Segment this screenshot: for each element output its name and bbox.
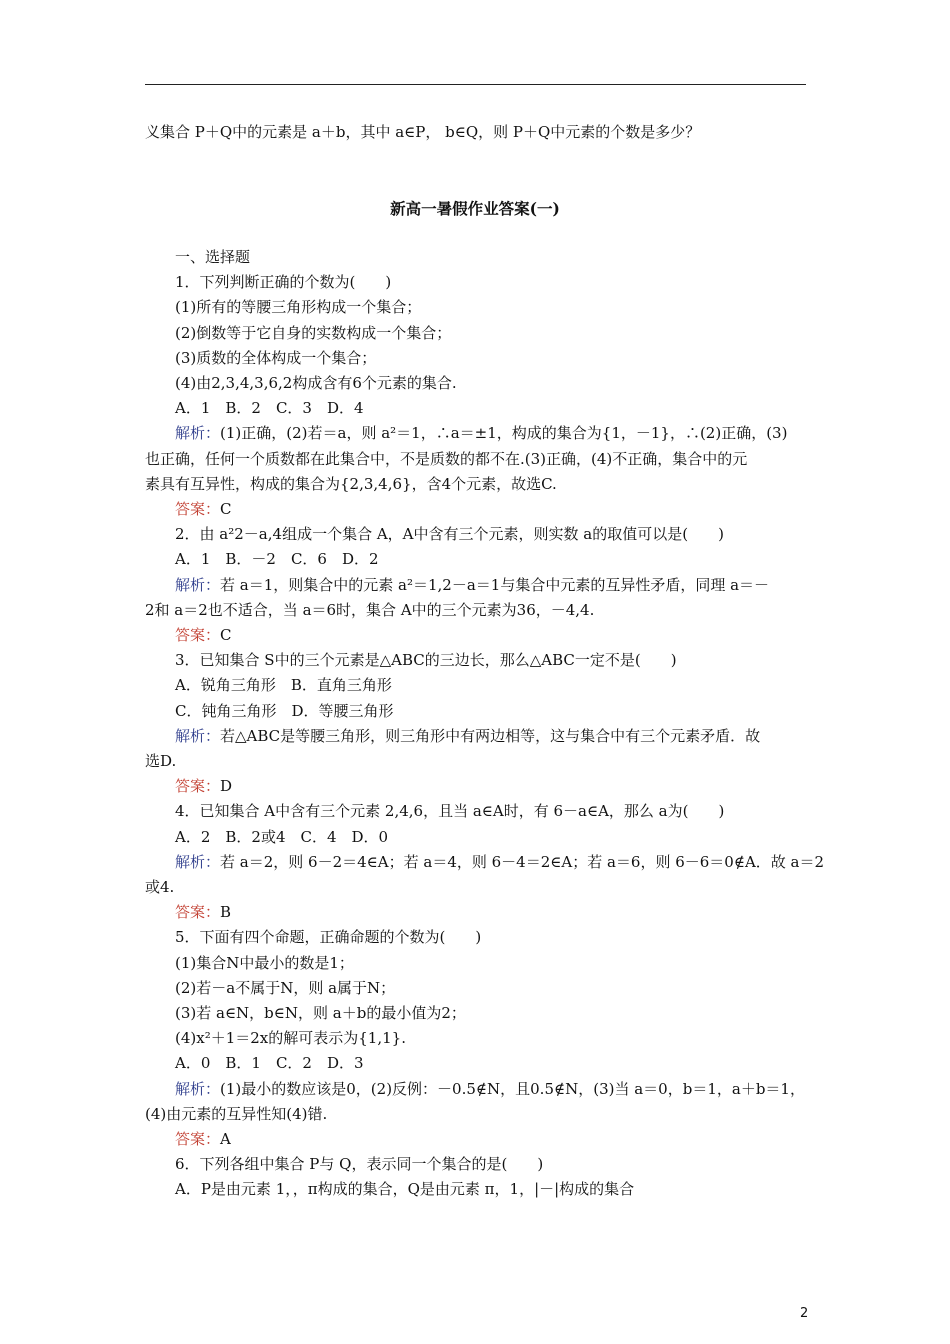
body-line: [145, 801, 724, 821]
answer-label: 答案：: [175, 903, 221, 922]
body-line: [145, 474, 557, 494]
body-line: [145, 449, 747, 469]
answer-label: 答案：: [175, 777, 221, 796]
line-text: 5．下面有四个命题，正确命题的个数为( ): [175, 928, 482, 947]
line-text: C: [220, 626, 232, 644]
line-text: (3)质数的全体构成一个集合；: [175, 348, 377, 367]
line-text: 一、选择题: [175, 248, 251, 266]
line-text: (2)若－a不属于N，则 a属于N；: [175, 978, 396, 997]
body-line: [145, 600, 594, 620]
analysis-label: 解析：: [175, 852, 221, 871]
body-line: [145, 373, 457, 393]
line-text: (4)由2,3,4,3,6,2构成含有6个元素的集合.: [175, 374, 457, 392]
line-text: A．P是由元素 1，，π构成的集合，Q是由元素 π，1，|－|构成的集合: [175, 1180, 635, 1199]
body-line: [145, 625, 232, 645]
body-line: [145, 877, 174, 897]
body-line: [145, 650, 677, 670]
line-text: A．2 B．2或4 C．4 D．0: [175, 827, 389, 846]
line-text: 2．由 a²2－a,4组成一个集合 A，A中含有三个元素，则实数 a的取值可以是( ): [175, 525, 724, 544]
analysis-label: 解析：: [175, 726, 221, 745]
line-text: (1)所有的等腰三角形构成一个集合；: [175, 298, 422, 317]
body-line: [145, 398, 364, 418]
body-line: [145, 348, 376, 368]
body-line: [145, 726, 760, 746]
line-text: 或4.: [145, 878, 175, 896]
page-number: 2: [800, 1306, 809, 1321]
body-line: [145, 1028, 406, 1048]
answer-label: 答案：: [175, 500, 221, 518]
line-text: 3．已知集合 S中的三个元素是△ABC的三边长，那么△ABC一定不是( ): [175, 651, 677, 670]
section-title: 新高一暑假作业答案(一): [390, 199, 560, 218]
body-line: [145, 247, 250, 267]
body-line: [145, 272, 391, 292]
body-line: [145, 524, 724, 544]
line-text: 若 a＝1，则集合中的元素 a²＝1,2－a＝1与集合中元素的互异性矛盾，同理 a＝－: [220, 575, 770, 594]
answer-label: 答案：: [175, 626, 221, 644]
analysis-label: 解析：: [175, 424, 221, 443]
body-line: [145, 1129, 231, 1149]
body-line: [145, 953, 354, 973]
body-line: [145, 1003, 466, 1023]
body-line: [145, 499, 232, 519]
body-line: [145, 701, 394, 721]
analysis-label: 解析：: [175, 1079, 221, 1098]
line-text: A．0 B．1 C．2 D．3: [175, 1054, 364, 1073]
body-line: [145, 751, 176, 771]
body-line: [145, 297, 421, 317]
body-line: [145, 423, 787, 443]
line-text: (1)最小的数应该是0，(2)反例：－0.5∉N，且0.5∉N，(3)当 a＝0，b＝1，a＋b＝1，: [220, 1079, 805, 1098]
body-line: [145, 852, 824, 872]
body-line: [145, 549, 379, 569]
line-text: 若 a＝2，则 6－2＝4∈A；若 a＝4，则 6－4＝2∈A；若 a＝6，则 6－6＝0∉A．故 a＝2: [220, 852, 825, 871]
line-text: A．1 B．2 C．3 D．4: [175, 399, 364, 418]
line-text: 1．下列判断正确的个数为( ): [175, 273, 392, 292]
line-text: (4)x²＋1＝2x的解可表示为{1,1}.: [175, 1029, 406, 1048]
line-text: 也正确，任何一个质数都在此集合中，不是质数的都不在.(3)正确，(4)不正确，集合中的元: [145, 449, 748, 468]
body-line: [145, 1179, 634, 1199]
body-line: [145, 575, 769, 595]
line-text: (4)由元素的互异性知(4)错.: [145, 1104, 328, 1123]
header-rule: [145, 84, 806, 85]
line-text: (1)正确，(2)若＝a，则 a²＝1，∴a＝±1，构成的集合为{1，－1}，∴(2)正确，(3): [220, 424, 788, 443]
line-text: 素具有互异性，构成的集合为{2,3,4,6}，含4个元素，故选C.: [145, 474, 557, 493]
line-text: C: [220, 500, 232, 518]
line-text: A: [220, 1130, 231, 1148]
body-line: [145, 927, 481, 947]
body-line: [145, 1079, 805, 1099]
body-line: [145, 902, 231, 922]
line-text: 4．已知集合 A中含有三个元素 2,4,6，且当 a∈A时，有 6－a∈A，那么 a为( ): [175, 802, 725, 821]
line-text: 2和 a＝2也不适合，当 a＝6时，集合 A中的三个元素为36，－4,4.: [145, 600, 595, 619]
answer-label: 答案：: [175, 1130, 221, 1148]
line-text: (2)倒数等于它自身的实数构成一个集合；: [175, 323, 452, 342]
body-line: [145, 675, 392, 695]
line-text: C．钝角三角形 D．等腰三角形: [175, 701, 394, 720]
line-text: (3)若 a∈N，b∈N，则 a＋b的最小值为2；: [175, 1004, 466, 1022]
body-line: [145, 1154, 543, 1174]
line-text: (1)集合N中最小的数是1；: [175, 953, 354, 972]
intro-line: 义集合 P＋Q中的元素是 a＋b，其中 a∈P， b∈Q，则 P＋Q中元素的个数是多少？: [145, 123, 701, 141]
body-line: [145, 1104, 327, 1124]
body-line: [145, 776, 232, 796]
body-line: [145, 978, 395, 998]
body-line: [145, 1053, 364, 1073]
analysis-label: 解析：: [175, 575, 221, 594]
line-text: D: [220, 777, 233, 796]
body-line: [145, 323, 451, 343]
line-text: A．1 B．－2 C．6 D．2: [175, 550, 379, 569]
body-line: [145, 827, 388, 847]
line-text: 若△ABC是等腰三角形，则三角形中有两边相等，这与集合中有三个元素矛盾．故: [220, 726, 761, 745]
line-text: A．锐角三角形 B．直角三角形: [175, 676, 392, 695]
line-text: 选D.: [145, 752, 177, 770]
line-text: B: [220, 903, 232, 922]
line-text: 6．下列各组中集合 P与 Q，表示同一个集合的是( ): [175, 1155, 544, 1174]
